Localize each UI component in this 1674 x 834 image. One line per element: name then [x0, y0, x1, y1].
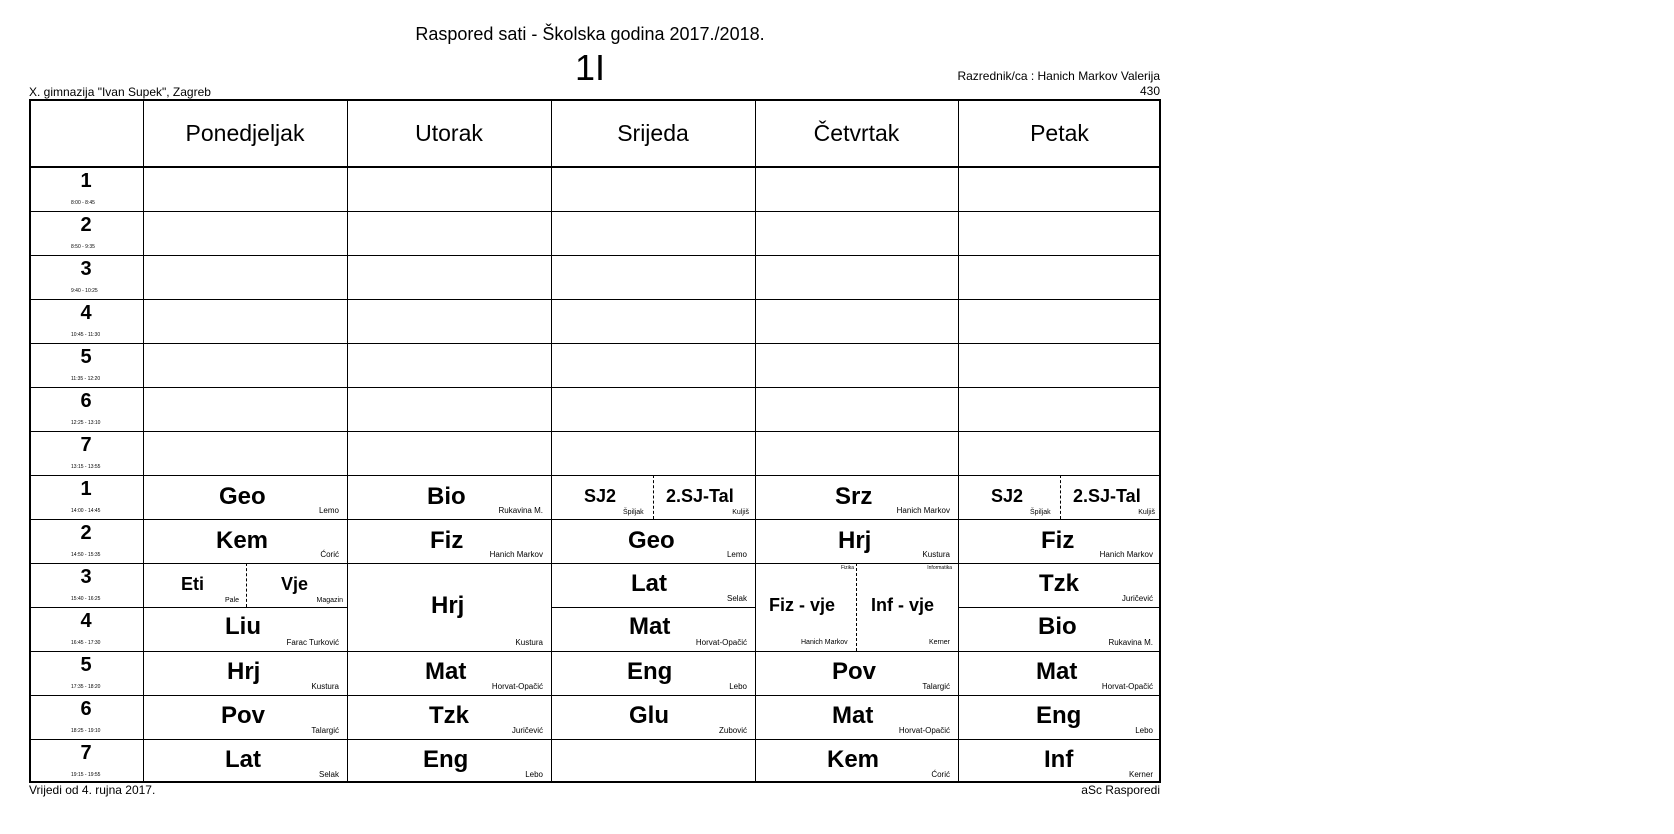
grid-line [958, 607, 1161, 608]
valid-from-note: Vrijedi od 4. rujna 2017. [29, 783, 156, 797]
lesson-cell [755, 475, 958, 519]
lesson-teacher: Juričević [1121, 594, 1153, 603]
lesson-cell [347, 695, 551, 739]
lesson-teacher: Juričević [511, 726, 543, 735]
lesson-cell [958, 563, 1161, 607]
grid-line [29, 519, 1161, 520]
lesson-teacher: Horvat-Opačić [1101, 682, 1153, 691]
lesson-cell [143, 739, 347, 783]
grid-line [29, 431, 1161, 432]
grid-line [29, 607, 347, 608]
grid-line [551, 607, 755, 608]
lesson-cell [958, 651, 1161, 695]
lesson-subject: Pov [221, 702, 266, 729]
class-name: 1I [574, 47, 606, 88]
grid-line [29, 781, 1161, 783]
lesson-teacher: Horvat-Opačić [898, 726, 950, 735]
day-header-wednesday: Srijeda [617, 119, 689, 146]
lesson-teacher: Hanich Markov [489, 550, 543, 559]
lesson-subject: Liu [225, 613, 261, 640]
grid-line [958, 99, 959, 783]
lesson-subject: Mat [832, 702, 874, 729]
lesson-subject: 2.SJ-Tal [666, 486, 734, 506]
lesson-cell [551, 519, 755, 563]
grid-line [29, 739, 1161, 740]
lesson-teacher: Magazin [316, 597, 343, 604]
lesson-teacher: Talargić [311, 726, 339, 735]
grid-line [29, 99, 31, 783]
period-label: 3 9:40 - 10:25 [71, 258, 98, 294]
lesson-teacher: Kuljiš [1138, 509, 1155, 516]
lesson-subject: Inf - vje [871, 595, 935, 615]
lesson-subject: Bio [1038, 613, 1077, 640]
lesson-cell [755, 695, 958, 739]
lesson-cell [143, 607, 347, 651]
grid-line [143, 99, 144, 783]
lesson-note: Fizika [841, 565, 855, 571]
brand-label: aSc Rasporedi [1081, 783, 1160, 797]
lesson-cell [347, 519, 551, 563]
lesson-teacher: Špiljak [1030, 509, 1051, 516]
day-header-monday: Ponedjeljak [185, 119, 305, 146]
lesson-subject: Pov [832, 658, 877, 685]
lesson-cell [755, 651, 958, 695]
grid-line [29, 651, 1161, 652]
lesson-teacher: Selak [318, 770, 339, 779]
lesson-subject: Geo [628, 527, 675, 554]
lesson-cell-split [143, 563, 347, 607]
grid-line [29, 211, 1161, 212]
lesson-cell-split [755, 563, 958, 651]
lesson-cell [958, 695, 1161, 739]
timetable-grid [29, 99, 1161, 781]
lesson-teacher: Pale [225, 597, 240, 604]
lesson-teacher: Horvat-Opačić [491, 682, 543, 691]
lesson-cell [143, 519, 347, 563]
lesson-teacher: Zubović [718, 726, 747, 735]
lesson-cell [347, 739, 551, 783]
lesson-subject: Hrj [227, 658, 261, 685]
grid-line [29, 299, 1161, 300]
grid-line [755, 99, 756, 783]
lesson-teacher: Lebo [525, 770, 543, 779]
lesson-subject: Lat [631, 570, 667, 597]
period-label: 4 10:45 - 11:30 [71, 302, 101, 338]
page-title: Raspored sati - Školska godina 2017./2018. [415, 24, 765, 44]
grid-line [29, 343, 1161, 344]
lesson-cell [143, 695, 347, 739]
lesson-teacher: Rukavina M. [1108, 638, 1153, 647]
lesson-subject: Fiz - vje [769, 595, 836, 615]
class-teacher: Razrednik/ca : Hanich Markov Valerija [957, 69, 1160, 83]
lesson-subject: Fiz [1041, 527, 1075, 554]
grid-line [29, 563, 1161, 564]
lesson-teacher: Lebo [729, 682, 747, 691]
lesson-subject: Lat [225, 746, 261, 773]
lesson-subject: Vje [281, 574, 309, 594]
lesson-teacher: Hanich Markov [801, 639, 848, 646]
lesson-teacher: Lebo [1135, 726, 1153, 735]
period-label: 3 15:40 - 16:25 [71, 566, 101, 602]
grid-line [29, 695, 1161, 696]
lesson-teacher: Lemo [726, 550, 747, 559]
period-label: 5 11:35 - 12:20 [71, 346, 101, 382]
lesson-teacher: Kerner [1128, 770, 1153, 779]
day-header-friday: Petak [1030, 119, 1089, 146]
period-label: 6 12:25 - 13:10 [71, 390, 101, 426]
grid-line [29, 255, 1161, 256]
lesson-subject: Fiz [430, 527, 464, 554]
split-divider [856, 563, 857, 651]
lesson-cell-split [551, 475, 755, 519]
period-label: 6 18:25 - 19:10 [71, 698, 101, 734]
grid-line [551, 99, 552, 783]
lesson-teacher: Lemo [318, 506, 339, 515]
lesson-teacher: Kuljiš [732, 509, 749, 516]
lesson-subject: Mat [629, 613, 671, 640]
lesson-subject: Kem [827, 746, 880, 773]
period-label: 1 8:00 - 8:45 [71, 170, 95, 206]
split-divider [1060, 475, 1061, 519]
lesson-cell [143, 651, 347, 695]
grid-line [29, 166, 1161, 168]
lesson-cell [551, 563, 755, 607]
lesson-subject: Eng [423, 746, 469, 773]
lesson-cell [347, 563, 551, 651]
lesson-teacher: Talargić [922, 682, 950, 691]
day-header-tuesday: Utorak [415, 119, 483, 146]
lesson-subject: Geo [219, 483, 266, 510]
school-name: X. gimnazija "Ivan Supek", Zagreb [29, 85, 211, 99]
lesson-note: Informatika [927, 565, 952, 571]
lesson-cell [347, 651, 551, 695]
lesson-cell [551, 607, 755, 651]
lesson-cell [143, 475, 347, 519]
day-header-thursday: Četvrtak [813, 119, 900, 146]
lesson-cell [347, 475, 551, 519]
lesson-subject: Mat [425, 658, 467, 685]
lesson-subject: Hrj [838, 527, 872, 554]
lesson-cell [958, 739, 1161, 783]
lesson-teacher: Kerner [928, 639, 950, 646]
lesson-teacher: Rukavina M. [498, 506, 543, 515]
lesson-cell [958, 519, 1161, 563]
period-label: 1 14:00 - 14:45 [71, 478, 101, 514]
grid-line [29, 475, 1161, 476]
lesson-cell [755, 739, 958, 783]
lesson-teacher: Farac Turković [286, 638, 339, 647]
lesson-teacher: Ćorić [320, 550, 339, 559]
lesson-teacher: Kustura [922, 550, 950, 559]
lesson-teacher: Kustura [311, 682, 339, 691]
lesson-teacher: Špiljak [623, 509, 644, 516]
split-divider [246, 563, 247, 607]
room-number: 430 [1139, 84, 1160, 98]
lesson-subject: Eng [627, 658, 673, 685]
lesson-teacher: Horvat-Opačić [695, 638, 747, 647]
lesson-teacher: Ćorić [931, 770, 950, 779]
split-divider [653, 475, 654, 519]
lesson-subject: 2.SJ-Tal [1073, 486, 1141, 506]
period-label: 4 16:45 - 17:30 [71, 610, 101, 646]
lesson-subject: Tzk [1039, 570, 1080, 597]
lesson-subject: SJ2 [584, 486, 617, 506]
lesson-subject: Srz [835, 483, 873, 510]
lesson-subject: Kem [216, 527, 269, 554]
lesson-cell [551, 651, 755, 695]
period-label: 7 19:15 - 19:55 [71, 742, 101, 778]
lesson-cell [958, 607, 1161, 651]
lesson-subject: Inf [1044, 746, 1074, 773]
period-label: 7 13:15 - 13:55 [71, 434, 101, 470]
lesson-teacher: Kustura [515, 638, 543, 647]
grid-line [29, 387, 1161, 388]
lesson-cell [551, 695, 755, 739]
lesson-subject: Tzk [429, 702, 470, 729]
grid-line [1159, 99, 1161, 783]
lesson-cell-split [958, 475, 1161, 519]
period-label: 5 17:35 - 18:20 [71, 654, 101, 690]
lesson-subject: Bio [427, 483, 466, 510]
lesson-subject: Hrj [431, 592, 465, 619]
lesson-teacher: Hanich Markov [1099, 550, 1153, 559]
period-label: 2 14:50 - 15:35 [71, 522, 101, 558]
lesson-subject: Glu [629, 702, 669, 729]
lesson-subject: Eti [181, 574, 205, 594]
grid-line [29, 99, 1161, 101]
lesson-subject: SJ2 [991, 486, 1024, 506]
period-label: 2 8:50 - 9:35 [71, 214, 95, 250]
lesson-cell [755, 519, 958, 563]
grid-line [347, 99, 348, 783]
lesson-subject: Eng [1036, 702, 1082, 729]
lesson-teacher: Selak [726, 594, 747, 603]
lesson-teacher: Hanich Markov [896, 506, 950, 515]
lesson-subject: Mat [1036, 658, 1078, 685]
